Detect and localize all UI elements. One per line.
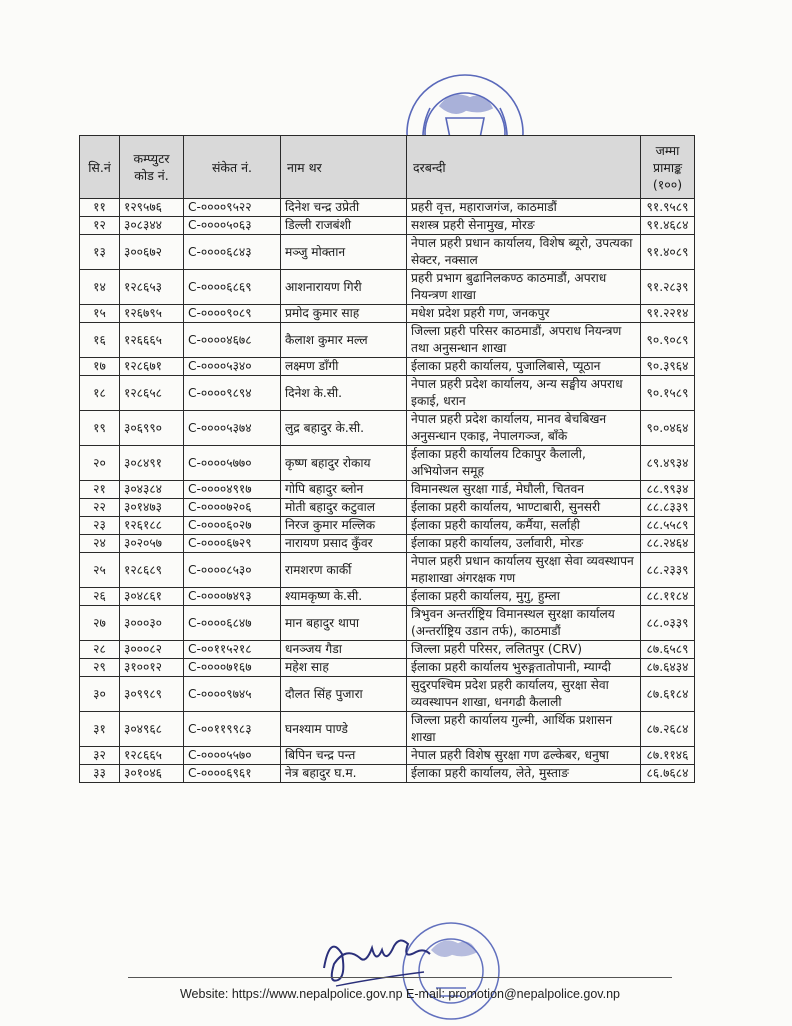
cell-serial-number: २० bbox=[80, 446, 120, 481]
footer-divider bbox=[128, 977, 672, 978]
cell-serial-number: १४ bbox=[80, 270, 120, 305]
cell-total-score: ९१.२२१४ bbox=[641, 305, 695, 323]
cell-total-score: ८८.०३३९ bbox=[641, 606, 695, 641]
cell-office: नेपाल प्रहरी प्रदेश कार्यालय, मानव बेचबिखन अनुसन्धान एकाइ, नेपालगञ्ज, बाँके bbox=[407, 411, 641, 446]
cell-total-score: ९१.२८३९ bbox=[641, 270, 695, 305]
table-row bbox=[80, 358, 695, 376]
cell-total-score: ८८.११८४ bbox=[641, 588, 695, 606]
cell-serial-number: १५ bbox=[80, 305, 120, 323]
cell-computer-code: १२८६६५ bbox=[120, 747, 184, 765]
cell-office: नेपाल प्रहरी प्रधान कार्यालय सुरक्षा सेवा व्यवस्थापन महाशाखा अंगरक्षक गण bbox=[407, 553, 641, 588]
table-header-row bbox=[80, 136, 695, 199]
cell-symbol-number: C-००००७१६७ bbox=[184, 659, 281, 677]
table-row bbox=[80, 305, 695, 323]
cell-total-score: ९१.४०८९ bbox=[641, 235, 695, 270]
table-row bbox=[80, 765, 695, 783]
cell-name: दिनेश के.सी. bbox=[281, 376, 407, 411]
cell-serial-number: २३ bbox=[80, 517, 120, 535]
cell-total-score: ९०.३९६४ bbox=[641, 358, 695, 376]
cell-symbol-number: C-००००६०२७ bbox=[184, 517, 281, 535]
cell-symbol-number: C-००११५२१८ bbox=[184, 641, 281, 659]
table-row bbox=[80, 747, 695, 765]
cell-computer-code: ३०८३४४ bbox=[120, 217, 184, 235]
cell-symbol-number: C-००००५३४० bbox=[184, 358, 281, 376]
cell-office: प्रहरी प्रभाग बुढानिलकण्ठ काठमाडौं, अपराध नियन्त्रण शाखा bbox=[407, 270, 641, 305]
cell-symbol-number: C-००००६८६९ bbox=[184, 270, 281, 305]
cell-name: दिनेश चन्द्र उप्रेती bbox=[281, 199, 407, 217]
table-row bbox=[80, 217, 695, 235]
cell-name: कृष्ण बहादुर रोकाय bbox=[281, 446, 407, 481]
cell-office: नेपाल प्रहरी प्रदेश कार्यालय, अन्य सङ्घीय अपराध इकाई, धरान bbox=[407, 376, 641, 411]
cell-serial-number: ३० bbox=[80, 677, 120, 712]
cell-name: डिल्ली राजबंशी bbox=[281, 217, 407, 235]
cell-symbol-number: C-००००७४९३ bbox=[184, 588, 281, 606]
table-row bbox=[80, 553, 695, 588]
cell-computer-code: ३१००१२ bbox=[120, 659, 184, 677]
cell-name: मोती बहादुर कटुवाल bbox=[281, 499, 407, 517]
cell-serial-number: २८ bbox=[80, 641, 120, 659]
header-name: नाम थर bbox=[281, 136, 407, 199]
cell-name: मञ्जु मोक्तान bbox=[281, 235, 407, 270]
cell-symbol-number: C-००००५७७० bbox=[184, 446, 281, 481]
table-row bbox=[80, 535, 695, 553]
cell-symbol-number: C-००००७२०६ bbox=[184, 499, 281, 517]
cell-symbol-number: C-००००६८४३ bbox=[184, 235, 281, 270]
cell-serial-number: २२ bbox=[80, 499, 120, 517]
candidate-results-table bbox=[79, 135, 695, 783]
cell-total-score: ८७.६१८४ bbox=[641, 677, 695, 712]
cell-serial-number: १९ bbox=[80, 411, 120, 446]
cell-computer-code: १२९५७६ bbox=[120, 199, 184, 217]
table-row bbox=[80, 446, 695, 481]
cell-computer-code: ३००६७२ bbox=[120, 235, 184, 270]
cell-computer-code: १२८६५८ bbox=[120, 376, 184, 411]
cell-serial-number: ३१ bbox=[80, 712, 120, 747]
cell-office: सुदुरपश्चिम प्रदेश प्रहरी कार्यालय, सुरक्षा सेवा व्यवस्थापन शाखा, धनगढी कैलाली bbox=[407, 677, 641, 712]
cell-total-score: ८८.९९३४ bbox=[641, 481, 695, 499]
cell-serial-number: १६ bbox=[80, 323, 120, 358]
cell-serial-number: १७ bbox=[80, 358, 120, 376]
cell-symbol-number: C-००००५५७० bbox=[184, 747, 281, 765]
cell-name: बिपिन चन्द्र पन्त bbox=[281, 747, 407, 765]
header-office: दरबन्दी bbox=[407, 136, 641, 199]
cell-computer-code: १२८६५३ bbox=[120, 270, 184, 305]
cell-serial-number: ११ bbox=[80, 199, 120, 217]
table-row bbox=[80, 677, 695, 712]
cell-name: घनश्याम पाण्डे bbox=[281, 712, 407, 747]
cell-serial-number: २४ bbox=[80, 535, 120, 553]
cell-total-score: ८९.४९३४ bbox=[641, 446, 695, 481]
header-total-score: जम्मा प्रामाङ्क (१००) bbox=[641, 136, 695, 199]
table-row bbox=[80, 659, 695, 677]
table-row bbox=[80, 641, 695, 659]
cell-symbol-number: C-००००९५२२ bbox=[184, 199, 281, 217]
cell-office: ईलाका प्रहरी कार्यालय, कर्मैया, सर्लाही bbox=[407, 517, 641, 535]
cell-total-score: ८८.८३३९ bbox=[641, 499, 695, 517]
cell-serial-number: २५ bbox=[80, 553, 120, 588]
cell-symbol-number: C-००००९८९४ bbox=[184, 376, 281, 411]
cell-computer-code: ३०९९८९ bbox=[120, 677, 184, 712]
table-row bbox=[80, 606, 695, 641]
footer-contact-text: Website: https://www.nepalpolice.gov.np E-mail: promotion@nepalpolice.gov.np bbox=[179, 987, 620, 1001]
cell-office: नेपाल प्रहरी प्रधान कार्यालय, विशेष ब्यूरो, उपत्यका सेक्टर, नक्साल bbox=[407, 235, 641, 270]
table-row bbox=[80, 376, 695, 411]
table-row bbox=[80, 588, 695, 606]
cell-total-score: ८८.५५८९ bbox=[641, 517, 695, 535]
table-row bbox=[80, 411, 695, 446]
cell-computer-code: ३०१०४६ bbox=[120, 765, 184, 783]
cell-total-score: ८७.६५८९ bbox=[641, 641, 695, 659]
cell-name: प्रमोद कुमार साह bbox=[281, 305, 407, 323]
cell-name: लुद्र बहादुर के.सी. bbox=[281, 411, 407, 446]
cell-serial-number: १८ bbox=[80, 376, 120, 411]
cell-symbol-number: C-००००६७२९ bbox=[184, 535, 281, 553]
cell-office: सशस्त्र प्रहरी सेनामुख, मोरङ bbox=[407, 217, 641, 235]
cell-office: ईलाका प्रहरी कार्यालय भुरुङ्गतातोपानी, म्याग्दी bbox=[407, 659, 641, 677]
cell-office: त्रिभुवन अन्तर्राष्ट्रिय विमानस्थल सुरक्षा कार्यालय (अन्तर्राष्ट्रिय उडान तर्फ), काठमाडौं bbox=[407, 606, 641, 641]
cell-office: विमानस्थल सुरक्षा गार्ड, मेघौली, चितवन bbox=[407, 481, 641, 499]
cell-symbol-number: C-००००९७४५ bbox=[184, 677, 281, 712]
cell-office: जिल्ला प्रहरी परिसर, ललितपुर (CRV) bbox=[407, 641, 641, 659]
cell-office: प्रहरी वृत्त, महाराजगंज, काठमाडौं bbox=[407, 199, 641, 217]
cell-name: दौलत सिंह पुजारा bbox=[281, 677, 407, 712]
cell-computer-code: ३०४८६१ bbox=[120, 588, 184, 606]
cell-name: निरज कुमार मल्लिक bbox=[281, 517, 407, 535]
table-row bbox=[80, 323, 695, 358]
header-symbol-number: संकेत नं. bbox=[184, 136, 281, 199]
header-serial-number: सि.नं bbox=[80, 136, 120, 199]
table-row bbox=[80, 499, 695, 517]
handwritten-signature bbox=[316, 924, 436, 994]
cell-computer-code: १२६१८८ bbox=[120, 517, 184, 535]
cell-office: जिल्ला प्रहरी परिसर काठमाडौं, अपराध नियन्त्रण तथा अनुसन्धान शाखा bbox=[407, 323, 641, 358]
cell-computer-code: १२८६७१ bbox=[120, 358, 184, 376]
cell-serial-number: २७ bbox=[80, 606, 120, 641]
cell-computer-code: ३०००३० bbox=[120, 606, 184, 641]
cell-total-score: ८७.६४३४ bbox=[641, 659, 695, 677]
cell-computer-code: ३०८४९१ bbox=[120, 446, 184, 481]
cell-symbol-number: C-००००६८४७ bbox=[184, 606, 281, 641]
header-computer-code: कम्प्युटर कोड नं. bbox=[120, 136, 184, 199]
cell-name: आशनारायण गिरी bbox=[281, 270, 407, 305]
cell-serial-number: २१ bbox=[80, 481, 120, 499]
cell-total-score: ८६.७६८४ bbox=[641, 765, 695, 783]
cell-serial-number: ३३ bbox=[80, 765, 120, 783]
cell-serial-number: १३ bbox=[80, 235, 120, 270]
cell-computer-code: ३०४३८४ bbox=[120, 481, 184, 499]
cell-office: नेपाल प्रहरी विशेष सुरक्षा गण ढल्केबर, धनुषा bbox=[407, 747, 641, 765]
cell-serial-number: ३२ bbox=[80, 747, 120, 765]
cell-total-score: ८८.२४६४ bbox=[641, 535, 695, 553]
table-row bbox=[80, 481, 695, 499]
table-row bbox=[80, 235, 695, 270]
cell-name: श्यामकृष्ण के.सी. bbox=[281, 588, 407, 606]
cell-office: ईलाका प्रहरी कार्यालय, भाण्टाबारी, सुनसरी bbox=[407, 499, 641, 517]
table-row bbox=[80, 199, 695, 217]
cell-serial-number: २९ bbox=[80, 659, 120, 677]
cell-computer-code: ३०२०५७ bbox=[120, 535, 184, 553]
cell-symbol-number: C-००००९०८९ bbox=[184, 305, 281, 323]
cell-total-score: ८७.११४६ bbox=[641, 747, 695, 765]
cell-symbol-number: C-००००४६७८ bbox=[184, 323, 281, 358]
cell-symbol-number: C-००००५३७४ bbox=[184, 411, 281, 446]
table-body bbox=[80, 199, 695, 783]
cell-computer-code: ३०००८२ bbox=[120, 641, 184, 659]
cell-office: ईलाका प्रहरी कार्यालय, लेते, मुस्ताङ bbox=[407, 765, 641, 783]
cell-symbol-number: C-००००४९१७ bbox=[184, 481, 281, 499]
cell-name: गोपि बहादुर ब्लोन bbox=[281, 481, 407, 499]
cell-name: रामशरण कार्की bbox=[281, 553, 407, 588]
cell-computer-code: १२६६६५ bbox=[120, 323, 184, 358]
cell-serial-number: १२ bbox=[80, 217, 120, 235]
cell-office: ईलाका प्रहरी कार्यालय टिकापुर कैलाली, अभियोजन समूह bbox=[407, 446, 641, 481]
cell-computer-code: ३०४९६८ bbox=[120, 712, 184, 747]
cell-name: नेत्र बहादुर घ.म. bbox=[281, 765, 407, 783]
cell-name: कैलाश कुमार मल्ल bbox=[281, 323, 407, 358]
cell-total-score: ९०.१५८९ bbox=[641, 376, 695, 411]
cell-name: मान बहादुर थापा bbox=[281, 606, 407, 641]
cell-total-score: ८८.२३३९ bbox=[641, 553, 695, 588]
cell-office: मधेश प्रदेश प्रहरी गण, जनकपुर bbox=[407, 305, 641, 323]
cell-name: महेश साह bbox=[281, 659, 407, 677]
cell-total-score: ९१.९५८९ bbox=[641, 199, 695, 217]
cell-computer-code: ३०१४७३ bbox=[120, 499, 184, 517]
cell-symbol-number: C-००००६९६१ bbox=[184, 765, 281, 783]
cell-name: लक्ष्मण डाँगी bbox=[281, 358, 407, 376]
table-row bbox=[80, 517, 695, 535]
cell-name: धनञ्जय गैडा bbox=[281, 641, 407, 659]
table-row bbox=[80, 712, 695, 747]
cell-total-score: ९१.४६८४ bbox=[641, 217, 695, 235]
cell-computer-code: १२६७९५ bbox=[120, 305, 184, 323]
cell-office: ईलाका प्रहरी कार्यालय, उर्लावारी, मोरङ bbox=[407, 535, 641, 553]
cell-symbol-number: C-००००५०६३ bbox=[184, 217, 281, 235]
cell-total-score: ९०.०४६४ bbox=[641, 411, 695, 446]
cell-office: ईलाका प्रहरी कार्यालय, मुगु, हुम्ला bbox=[407, 588, 641, 606]
cell-office: जिल्ला प्रहरी कार्यालय गुल्मी, आर्थिक प्रशासन शाखा bbox=[407, 712, 641, 747]
cell-symbol-number: C-००००८५३० bbox=[184, 553, 281, 588]
cell-total-score: ८७.२६८४ bbox=[641, 712, 695, 747]
cell-symbol-number: C-००११९९८३ bbox=[184, 712, 281, 747]
cell-total-score: ९०.९०८९ bbox=[641, 323, 695, 358]
cell-serial-number: २६ bbox=[80, 588, 120, 606]
cell-computer-code: ३०६९९० bbox=[120, 411, 184, 446]
cell-computer-code: १२८६८९ bbox=[120, 553, 184, 588]
cell-name: नारायण प्रसाद कुँवर bbox=[281, 535, 407, 553]
cell-office: ईलाका प्रहरी कार्यालय, पुजालिबासे, प्यूठान bbox=[407, 358, 641, 376]
table-row bbox=[80, 270, 695, 305]
